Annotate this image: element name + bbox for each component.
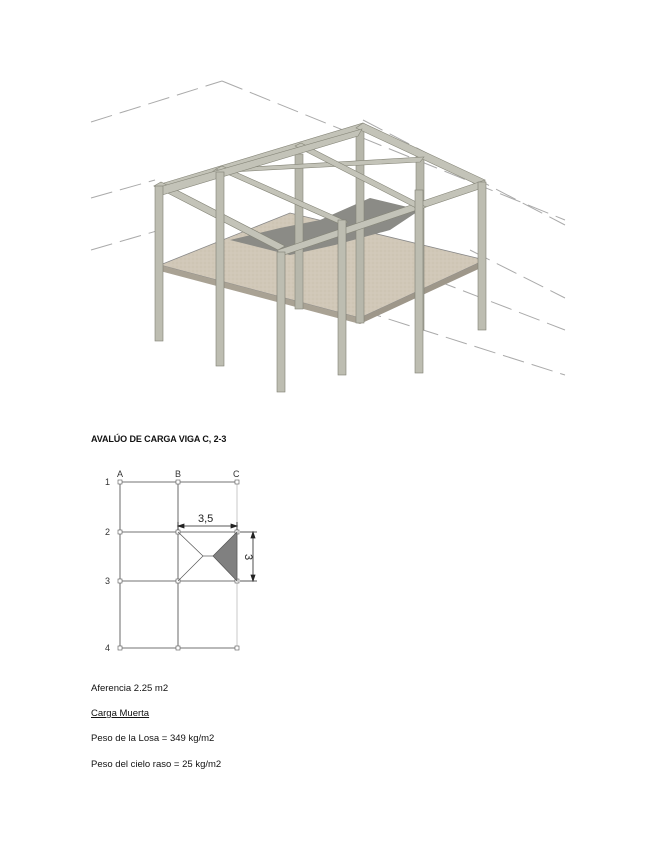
column-label-a: A	[117, 469, 124, 479]
section-heading: AVALÚO DE CARGA VIGA C, 2-3	[91, 434, 227, 444]
frame-3d-illustration	[80, 70, 580, 410]
column-label-c: C	[233, 469, 240, 479]
tributary-area	[178, 532, 237, 581]
row-label-2: 2	[105, 527, 111, 537]
slab-label: Peso de la Losa =	[91, 733, 170, 744]
area-label: Aferencia	[91, 683, 132, 694]
row-label-3: 3	[105, 576, 111, 586]
row-label-1: 1	[105, 477, 111, 487]
dead-load-heading: Carga Muerta	[91, 708, 150, 719]
ceiling-weight-line	[91, 759, 221, 770]
tributary-area-line	[91, 683, 168, 694]
plan-nodes	[118, 480, 239, 650]
plan-grid	[120, 482, 237, 648]
dimension-vertical-label: 3	[242, 554, 254, 561]
tributary-shaded	[213, 532, 237, 581]
slab-value: 349 kg/m2	[169, 733, 215, 744]
ceiling-label: Peso del cielo raso =	[91, 759, 183, 770]
ceiling-value: 25 kg/m2	[182, 759, 222, 770]
slab-weight-line	[91, 733, 214, 744]
area-value: 2.25 m2	[133, 683, 169, 694]
roof-beams	[154, 123, 485, 257]
column-label-b: B	[175, 469, 182, 479]
structural-plan	[95, 464, 270, 659]
dimension-horizontal-label: 3,5	[198, 513, 214, 525]
row-label-4: 4	[105, 643, 111, 653]
